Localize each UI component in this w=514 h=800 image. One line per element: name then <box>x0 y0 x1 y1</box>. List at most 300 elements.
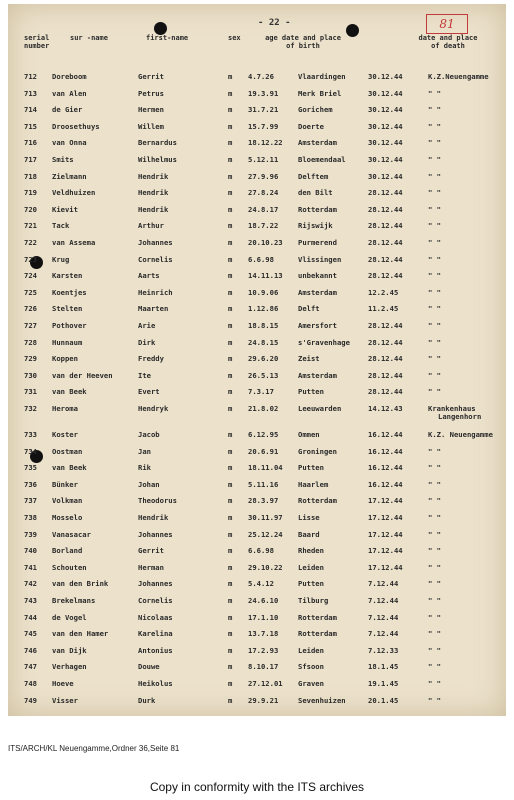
cell-n: 741 <box>24 562 37 572</box>
cell-dod: 28.12.44 <box>368 238 403 247</box>
cell-pob: Lisse <box>298 513 320 522</box>
cell-sex: m <box>228 546 233 556</box>
cell-first: Petrus <box>138 88 164 98</box>
cell-first: Antonius <box>138 645 173 655</box>
cell-pob: Delftem <box>298 171 329 181</box>
cell-pod: " " <box>428 204 441 214</box>
cell-sex: m <box>228 171 233 181</box>
cell-dob: 6.6.98 <box>248 254 274 264</box>
cell-pod: " " <box>428 121 441 131</box>
cell-dob: 17.1.10 <box>248 612 279 622</box>
cell-sex: m <box>228 188 233 198</box>
cell-pod: " " <box>428 629 441 639</box>
cell-n: 747 <box>24 662 37 672</box>
cell-pod: " " <box>428 513 441 522</box>
cell-dod: 28.12.44 <box>368 254 403 264</box>
page-number: - 22 - <box>258 18 291 28</box>
cell-pod: " " <box>428 496 441 506</box>
cell-n: 749 <box>24 695 37 705</box>
cell-pod: " " <box>428 546 441 556</box>
cell-pod: " " <box>428 171 441 181</box>
table-row <box>8 644 506 658</box>
cell-pob: Amsterdam <box>298 287 337 297</box>
table-row <box>8 627 506 641</box>
cell-sur: van den Brink <box>52 579 109 589</box>
cell-first: Johannes <box>138 238 173 247</box>
cell-sex: m <box>228 238 233 247</box>
cell-dod: 28.12.44 <box>368 321 403 330</box>
table-row <box>8 269 506 283</box>
cell-pod: " " <box>428 238 441 247</box>
cell-sex: m <box>228 105 233 115</box>
cell-dod: 30.12.44 <box>368 171 403 181</box>
header-firstname: first-name <box>146 34 189 42</box>
cell-first: Theodorus <box>138 496 177 506</box>
table-row <box>8 186 506 200</box>
cell-first: Karelina <box>138 629 173 639</box>
cell-n: 719 <box>24 188 37 198</box>
table-row <box>8 236 506 250</box>
cell-sex: m <box>228 204 233 214</box>
cell-dob: 13.7.18 <box>248 629 279 639</box>
cell-pod: " " <box>428 254 441 264</box>
cell-pob: Doerte <box>298 121 324 131</box>
cell-n: 738 <box>24 513 37 522</box>
cell-sex: m <box>228 562 233 572</box>
cell-first: Johannes <box>138 579 173 589</box>
table-row <box>8 87 506 101</box>
cell-n: 721 <box>24 221 37 231</box>
cell-sur: Smits <box>52 155 74 164</box>
table-row <box>8 70 506 84</box>
cell-pod: " " <box>428 662 441 672</box>
cell-dod: 17.12.44 <box>368 529 403 539</box>
cell-n: 717 <box>24 155 37 164</box>
header-serial: serial number <box>24 34 50 50</box>
cell-first: Cornelis <box>138 596 173 605</box>
cell-n: 722 <box>24 238 37 247</box>
cell-dod: 28.12.44 <box>368 204 403 214</box>
cell-sur: van Beek <box>52 387 87 397</box>
cell-dob: 27.12.01 <box>248 679 283 688</box>
cell-dod: 16.12.44 <box>368 479 403 489</box>
table-row <box>8 461 506 475</box>
cell-sex: m <box>228 645 233 655</box>
cell-n: 746 <box>24 645 37 655</box>
cell-sur: Vanasacar <box>52 529 91 539</box>
cell-n: 739 <box>24 529 37 539</box>
cell-pob: Leeuwarden <box>298 404 342 413</box>
cell-n: 740 <box>24 546 37 556</box>
cell-pod: " " <box>428 695 441 705</box>
cell-dob: 30.11.97 <box>248 513 283 522</box>
table-row <box>8 402 506 421</box>
cell-dod: 28.12.44 <box>368 387 403 397</box>
cell-dob: 24.6.10 <box>248 596 279 605</box>
cell-pob: Gorichem <box>298 105 333 115</box>
cell-dod: 30.12.44 <box>368 121 403 131</box>
cell-first: Maarten <box>138 304 169 314</box>
cell-pod: " " <box>428 188 441 198</box>
cell-n: 745 <box>24 629 37 639</box>
cell-dob: 18.12.22 <box>248 138 283 148</box>
cell-n: 735 <box>24 463 37 473</box>
cell-n: 736 <box>24 479 37 489</box>
cell-pob: Baard <box>298 529 320 539</box>
cell-pob: Ommen <box>298 430 320 439</box>
cell-sex: m <box>228 529 233 539</box>
cell-pob: Amsterdam <box>298 138 337 148</box>
cell-first: Gerrit <box>138 546 164 556</box>
cell-pod: " " <box>428 596 441 605</box>
cell-dob: 5.11.16 <box>248 479 279 489</box>
cell-dod: 7.12.33 <box>368 645 399 655</box>
cell-dod: 11.2.45 <box>368 304 399 314</box>
cell-n: 734 <box>24 446 37 456</box>
cell-pod: " " <box>428 387 441 397</box>
cell-n: 732 <box>24 404 37 413</box>
cell-pod: " " <box>428 321 441 330</box>
cell-sur: Droosethuys <box>52 121 100 131</box>
cell-dob: 31.7.21 <box>248 105 279 115</box>
cell-pob: s'Gravenhage <box>298 337 350 347</box>
cell-first: Ite <box>138 370 151 380</box>
cell-pob: den Bilt <box>298 188 333 198</box>
cell-sur: van Onna <box>52 138 87 148</box>
cell-dob: 24.8.15 <box>248 337 279 347</box>
cell-sur: Brekelmans <box>52 596 96 605</box>
cell-sur: Schouten <box>52 562 87 572</box>
cell-n: 715 <box>24 121 37 131</box>
cell-dod: 14.12.43 <box>368 404 403 413</box>
cell-sex: m <box>228 679 233 688</box>
document-page <box>8 4 506 716</box>
cell-first: Johan <box>138 479 160 489</box>
cell-pod: K.Z.Neuengamme <box>428 72 489 81</box>
cell-dod: 30.12.44 <box>368 138 403 148</box>
cell-pod: " " <box>428 88 441 98</box>
cell-pod: " " <box>428 579 441 589</box>
table-row <box>8 528 506 542</box>
cell-dob: 7.3.17 <box>248 387 274 397</box>
cell-sex: m <box>228 88 233 98</box>
cell-first: Jan <box>138 446 151 456</box>
cell-first: Hendryk <box>138 404 169 413</box>
table-row <box>8 577 506 591</box>
cell-dod: 28.12.44 <box>368 271 403 281</box>
table-row <box>8 286 506 300</box>
cell-sex: m <box>228 387 233 397</box>
cell-pob: Delft <box>298 304 320 314</box>
table-row <box>8 219 506 233</box>
cell-sex: m <box>228 370 233 380</box>
cell-sex: m <box>228 271 233 281</box>
table-row <box>8 319 506 333</box>
cell-sex: m <box>228 287 233 297</box>
cell-sex: m <box>228 72 233 81</box>
cell-pob: Groningen <box>298 446 337 456</box>
cell-sur: Mosselo <box>52 513 83 522</box>
cell-dod: 7.12.44 <box>368 629 399 639</box>
cell-first: Johannes <box>138 529 173 539</box>
cell-sur: Krug <box>52 254 70 264</box>
table-row <box>8 369 506 383</box>
cell-n: 712 <box>24 72 37 81</box>
cell-pod: K.Z. Neuengamme <box>428 430 493 439</box>
cell-dob: 14.11.13 <box>248 271 283 281</box>
cell-first: Heinrich <box>138 287 173 297</box>
cell-pod: " " <box>428 645 441 655</box>
header-death: date and place of death <box>418 34 478 50</box>
cell-dod: 16.12.44 <box>368 463 403 473</box>
cell-dob: 6.12.95 <box>248 430 279 439</box>
cell-sur: Hunnaum <box>52 337 83 347</box>
cell-pod: " " <box>428 287 441 297</box>
cell-sur: Oostman <box>52 446 83 456</box>
cell-pob: Rotterdam <box>298 629 337 639</box>
cell-dob: 24.8.17 <box>248 204 279 214</box>
table-row <box>8 352 506 366</box>
cell-dob: 29.9.21 <box>248 695 279 705</box>
cell-sur: Visser <box>52 695 78 705</box>
cell-pob: Tilburg <box>298 596 329 605</box>
cell-pob: Sfsoon <box>298 662 324 672</box>
cell-sur: van Assema <box>52 238 96 247</box>
cell-pob: Putten <box>298 579 324 589</box>
cell-pob: unbekannt <box>298 271 337 281</box>
cell-first: Rik <box>138 463 151 473</box>
table-row <box>8 103 506 117</box>
cell-sex: m <box>228 629 233 639</box>
cell-sur: Koppen <box>52 354 78 364</box>
cell-dob: 18.11.04 <box>248 463 283 473</box>
cell-pod: " " <box>428 337 441 347</box>
cell-sur: Pothover <box>52 321 87 330</box>
cell-n: 731 <box>24 387 37 397</box>
cell-sur: Volkman <box>52 496 83 506</box>
cell-pob: Leiden <box>298 645 324 655</box>
cell-n: 714 <box>24 105 37 115</box>
cell-sur: van Dijk <box>52 645 87 655</box>
cell-dob: 29.6.20 <box>248 354 279 364</box>
cell-pod: Krankenhaus <box>428 404 476 413</box>
cell-pod2: Langenhorn <box>438 412 482 421</box>
cell-first: Arie <box>138 321 156 330</box>
cell-dod: 20.1.45 <box>368 695 399 705</box>
cell-sur: Hoeve <box>52 679 74 688</box>
header-sex: sex <box>228 34 241 42</box>
archive-stamp: 81 <box>426 14 468 34</box>
cell-pob: Rotterdam <box>298 496 337 506</box>
cell-first: Nicolaas <box>138 612 173 622</box>
cell-pob: Amsterdam <box>298 370 337 380</box>
cell-sur: Veldhuizen <box>52 188 96 198</box>
cell-sex: m <box>228 662 233 672</box>
cell-dob: 18.8.15 <box>248 321 279 330</box>
cell-sur: de Vogel <box>52 612 87 622</box>
cell-sex: m <box>228 221 233 231</box>
cell-dob: 5.4.12 <box>248 579 274 589</box>
table-row <box>8 385 506 399</box>
cell-pod: " " <box>428 446 441 456</box>
cell-sex: m <box>228 430 233 439</box>
cell-sex: m <box>228 404 233 413</box>
cell-pob: Vlissingen <box>298 254 342 264</box>
cell-sex: m <box>228 596 233 605</box>
cell-sur: Koentjes <box>52 287 87 297</box>
cell-dod: 30.12.44 <box>368 155 403 164</box>
cell-dob: 15.7.99 <box>248 121 279 131</box>
cell-sur: Doreboom <box>52 72 87 81</box>
cell-pod: " " <box>428 529 441 539</box>
cell-pob: Putten <box>298 463 324 473</box>
cell-pob: Rheden <box>298 546 324 556</box>
cell-sur: Karsten <box>52 271 83 281</box>
cell-dod: 17.12.44 <box>368 513 403 522</box>
cell-dod: 7.12.44 <box>368 612 399 622</box>
cell-first: Douwe <box>138 662 160 672</box>
cell-sur: de Gier <box>52 105 83 115</box>
cell-dod: 28.12.44 <box>368 221 403 231</box>
cell-dod: 30.12.44 <box>368 105 403 115</box>
cell-sur: van der Heeven <box>52 370 113 380</box>
cell-n: 724 <box>24 271 37 281</box>
cell-pob: Graven <box>298 679 324 688</box>
cell-sur: Tack <box>52 221 70 231</box>
cell-dod: 19.1.45 <box>368 679 399 688</box>
cell-dod: 28.12.44 <box>368 370 403 380</box>
cell-pob: Rotterdam <box>298 204 337 214</box>
cell-dod: 7.12.44 <box>368 596 399 605</box>
cell-first: Gerrit <box>138 72 164 81</box>
cell-n: 720 <box>24 204 37 214</box>
cell-first: Aarts <box>138 271 160 281</box>
cell-dod: 12.2.45 <box>368 287 399 297</box>
cell-dob: 25.12.24 <box>248 529 283 539</box>
cell-dob: 19.3.91 <box>248 88 279 98</box>
cell-pod: " " <box>428 138 441 148</box>
table-row <box>8 478 506 492</box>
cell-dod: 30.12.44 <box>368 72 403 81</box>
cell-pod: " " <box>428 463 441 473</box>
cell-n: 730 <box>24 370 37 380</box>
cell-sex: m <box>228 463 233 473</box>
cell-sur: Verhagen <box>52 662 87 672</box>
cell-sur: van Alen <box>52 88 87 98</box>
cell-n: 713 <box>24 88 37 98</box>
cell-n: 728 <box>24 337 37 347</box>
table-row <box>8 428 506 442</box>
cell-n: 744 <box>24 612 37 622</box>
cell-sex: m <box>228 254 233 264</box>
cell-dob: 21.8.02 <box>248 404 279 413</box>
cell-first: Bernardus <box>138 138 177 148</box>
cell-sex: m <box>228 304 233 314</box>
cell-first: Hermen <box>138 105 164 115</box>
table-row <box>8 170 506 184</box>
header-surname: sur -name <box>70 34 108 42</box>
cell-pod: " " <box>428 679 441 688</box>
cell-n: 727 <box>24 321 37 330</box>
cell-first: Cornelis <box>138 254 173 264</box>
cell-dod: 17.12.44 <box>368 562 403 572</box>
cell-sex: m <box>228 354 233 364</box>
cell-n: 748 <box>24 679 37 688</box>
cell-dod: 30.12.44 <box>368 88 403 98</box>
cell-pob: Amersfort <box>298 321 337 330</box>
table-row <box>8 611 506 625</box>
cell-dod: 7.12.44 <box>368 579 399 589</box>
cell-dod: 28.12.44 <box>368 337 403 347</box>
cell-sur: van Beek <box>52 463 87 473</box>
cell-first: Jacob <box>138 430 160 439</box>
cell-sur: Stelten <box>52 304 83 314</box>
cell-dob: 17.2.93 <box>248 645 279 655</box>
cell-dob: 28.3.97 <box>248 496 279 506</box>
cell-dod: 16.12.44 <box>368 446 403 456</box>
table-row <box>8 203 506 217</box>
cell-sur: Kievit <box>52 204 78 214</box>
cell-pod: " " <box>428 221 441 231</box>
table-row <box>8 302 506 316</box>
cell-sex: m <box>228 695 233 705</box>
cell-sex: m <box>228 579 233 589</box>
cell-first: Wilhelmus <box>138 155 177 164</box>
cell-n: 729 <box>24 354 37 364</box>
cell-pob: Sevenhuizen <box>298 695 346 705</box>
cell-first: Hendrik <box>138 513 169 522</box>
table-row <box>8 153 506 167</box>
table-row <box>8 694 506 708</box>
cell-pob: Purmerend <box>298 238 337 247</box>
cell-first: Herman <box>138 562 164 572</box>
cell-pod: " " <box>428 479 441 489</box>
cell-n: 723 <box>24 254 37 264</box>
header-birth: age date and place of birth <box>265 34 341 50</box>
cell-dob: 4.7.26 <box>248 72 274 81</box>
cell-n: 716 <box>24 138 37 148</box>
cell-dod: 18.1.45 <box>368 662 399 672</box>
cell-pob: Vlaardingen <box>298 72 346 81</box>
cell-sex: m <box>228 121 233 131</box>
cell-pod: " " <box>428 105 441 115</box>
cell-dob: 5.12.11 <box>248 155 279 164</box>
cell-first: Arthur <box>138 221 164 231</box>
table-row <box>8 660 506 674</box>
cell-pod: " " <box>428 612 441 622</box>
cell-pod: " " <box>428 370 441 380</box>
cell-sex: m <box>228 321 233 330</box>
cell-pob: Bloemendaal <box>298 155 346 164</box>
cell-pod: " " <box>428 562 441 572</box>
cell-pob: Putten <box>298 387 324 397</box>
cell-dob: 20.6.91 <box>248 446 279 456</box>
table-row <box>8 594 506 608</box>
cell-dob: 26.5.13 <box>248 370 279 380</box>
cell-dod: 17.12.44 <box>368 546 403 556</box>
cell-pod: " " <box>428 271 441 281</box>
cell-sur: Heroma <box>52 404 78 413</box>
cell-pod: " " <box>428 155 441 164</box>
cell-sur: Borland <box>52 546 83 556</box>
cell-n: 743 <box>24 596 37 605</box>
cell-first: Hendrik <box>138 204 169 214</box>
cell-dod: 16.12.44 <box>368 430 403 439</box>
cell-n: 733 <box>24 430 37 439</box>
archive-reference: ITS/ARCH/KL Neuengamme,Ordner 36,Seite 81 <box>8 744 180 753</box>
cell-pob: Rotterdam <box>298 612 337 622</box>
cell-dod: 17.12.44 <box>368 496 403 506</box>
